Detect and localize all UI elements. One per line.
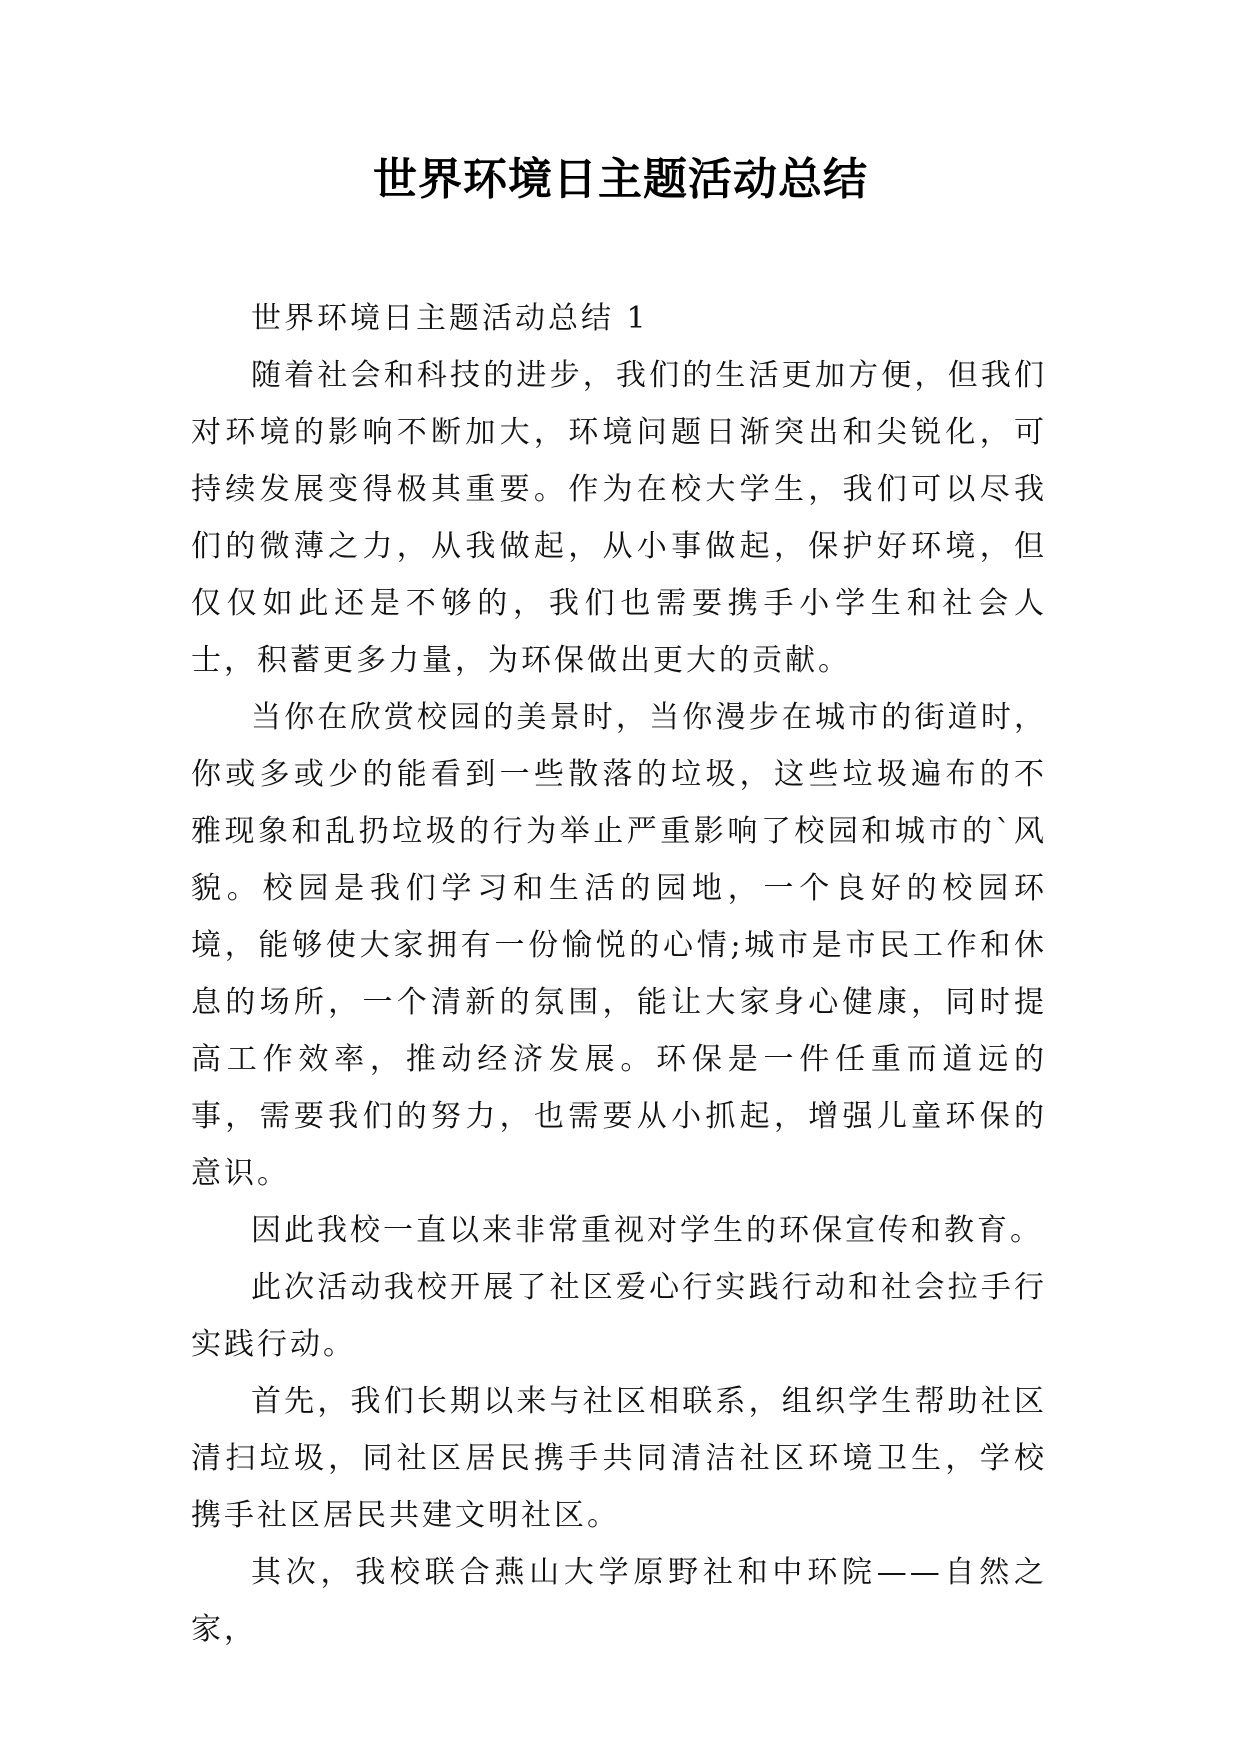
document-body <box>191 290 1047 1658</box>
paragraph: 随着社会和科技的进步，我们的生活更加方便，但我们对环境的影响不断加大，环境问题日渐突出和尖锐化，可持续发展变得极其重要。作为在校大学生，我们可以尽我们的微薄之力，从我做起，从小事做起，保护好环境，但仅仅如此还是不够的，我们也需要携手小学生和社会人士，积蓄更多力量，为环保做出更大的贡献。 <box>191 358 1047 678</box>
paragraph: 其次，我校联合燕山大学原野社和中环院——自然之家， <box>191 1555 1047 1647</box>
paragraph: 当你在欣赏校园的美景时，当你漫步在城市的街道时，你或多或少的能看到一些散落的垃圾，这些垃圾遍布的不雅现象和乱扔垃圾的行为举止严重影响了校园和城市的`风貌。校园是我们学习和生活的园地，一个良好的校园环境，能够使大家拥有一份愉悦的心情;城市是市民工作和休息的场所，一个清新的氛围，能让大家身心健康，同时提高工作效率，推动经济发展。环保是一件任重而道远的事，需要我们的努力，也需要从小抓起，增强儿童环保的意识。 <box>191 700 1047 1191</box>
paragraph: 此次活动我校开展了社区爱心行实践行动和社会拉手行实践行动。 <box>191 1270 1047 1362</box>
paragraph: 首先，我们长期以来与社区相联系，组织学生帮助社区清扫垃圾，同社区居民携手共同清洁社区环境卫生，学校携手社区居民共建文明社区。 <box>191 1384 1047 1533</box>
paragraph-heading: 世界环境日主题活动总结 1 <box>251 301 649 336</box>
paragraph: 因此我校一直以来非常重视对学生的环保宣传和教育。 <box>251 1213 1043 1248</box>
document-title: 世界环境日主题活动总结 <box>373 154 868 205</box>
